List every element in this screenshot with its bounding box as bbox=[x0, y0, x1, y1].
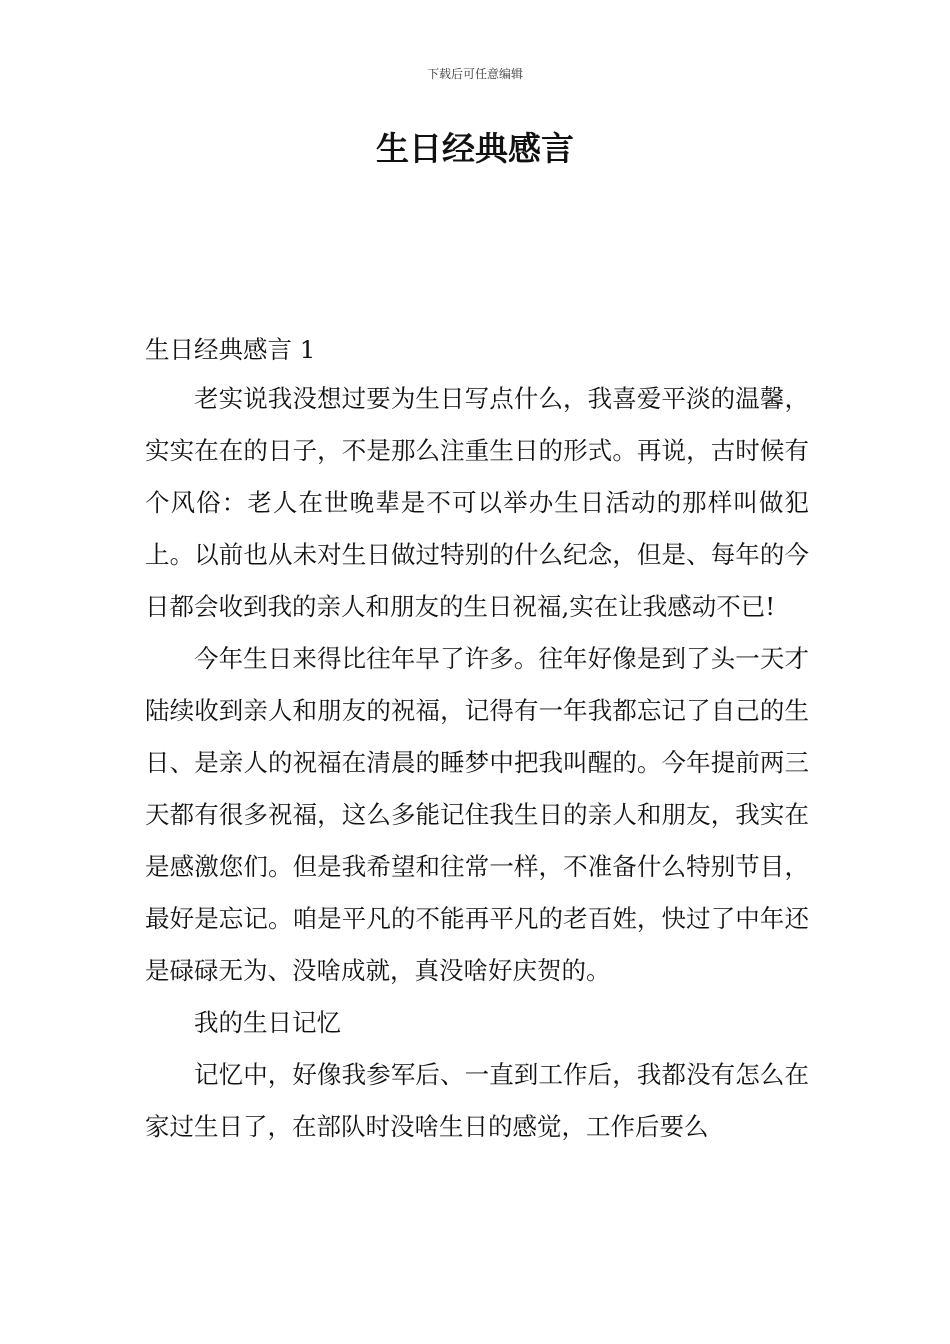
document-title: 生日经典感言 bbox=[376, 129, 574, 168]
paragraph-3: 记忆中，好像我参军后、一直到工作后，我都没有怎么在家过生日了，在部队时没啥生日的感觉，工作后要么 bbox=[145, 1060, 809, 1141]
sub-heading: 我的生日记忆 bbox=[194, 1008, 341, 1037]
section-heading: 生日经典感言 1 bbox=[145, 335, 316, 364]
document-body bbox=[145, 327, 809, 1153]
paragraph-1: 老实说我没想过要为生日写点什么，我喜爱平淡的温馨，实实在在的日子，不是那么注重生日的形式。再说，古时候有个风俗：老人在世晚辈是不可以举办生日活动的那样叫做犯上。以前也从未对生日做过特别的什么纪念，但是、每年的今日都会收到我的亲人和朋友的生日祝福,实在让我感动不已! bbox=[145, 384, 809, 621]
paragraph-2: 今年生日来得比往年早了许多。往年好像是到了头一天才陆续收到亲人和朋友的祝福，记得有一年我都忘记了自己的生日、是亲人的祝福在清晨的睡梦中把我叫醒的。今年提前两三天都有很多祝福，这么多能记住我生日的亲人和朋友，我实在是感激您们。但是我希望和往常一样，不准备什么特别节目，最好是忘记。咱是平凡的不能再平凡的老百姓，快过了中年还是碌碌无为、没啥成就，真没啥好庆贺的。 bbox=[145, 644, 809, 985]
header-note: 下载后可任意编辑 bbox=[426, 67, 523, 81]
